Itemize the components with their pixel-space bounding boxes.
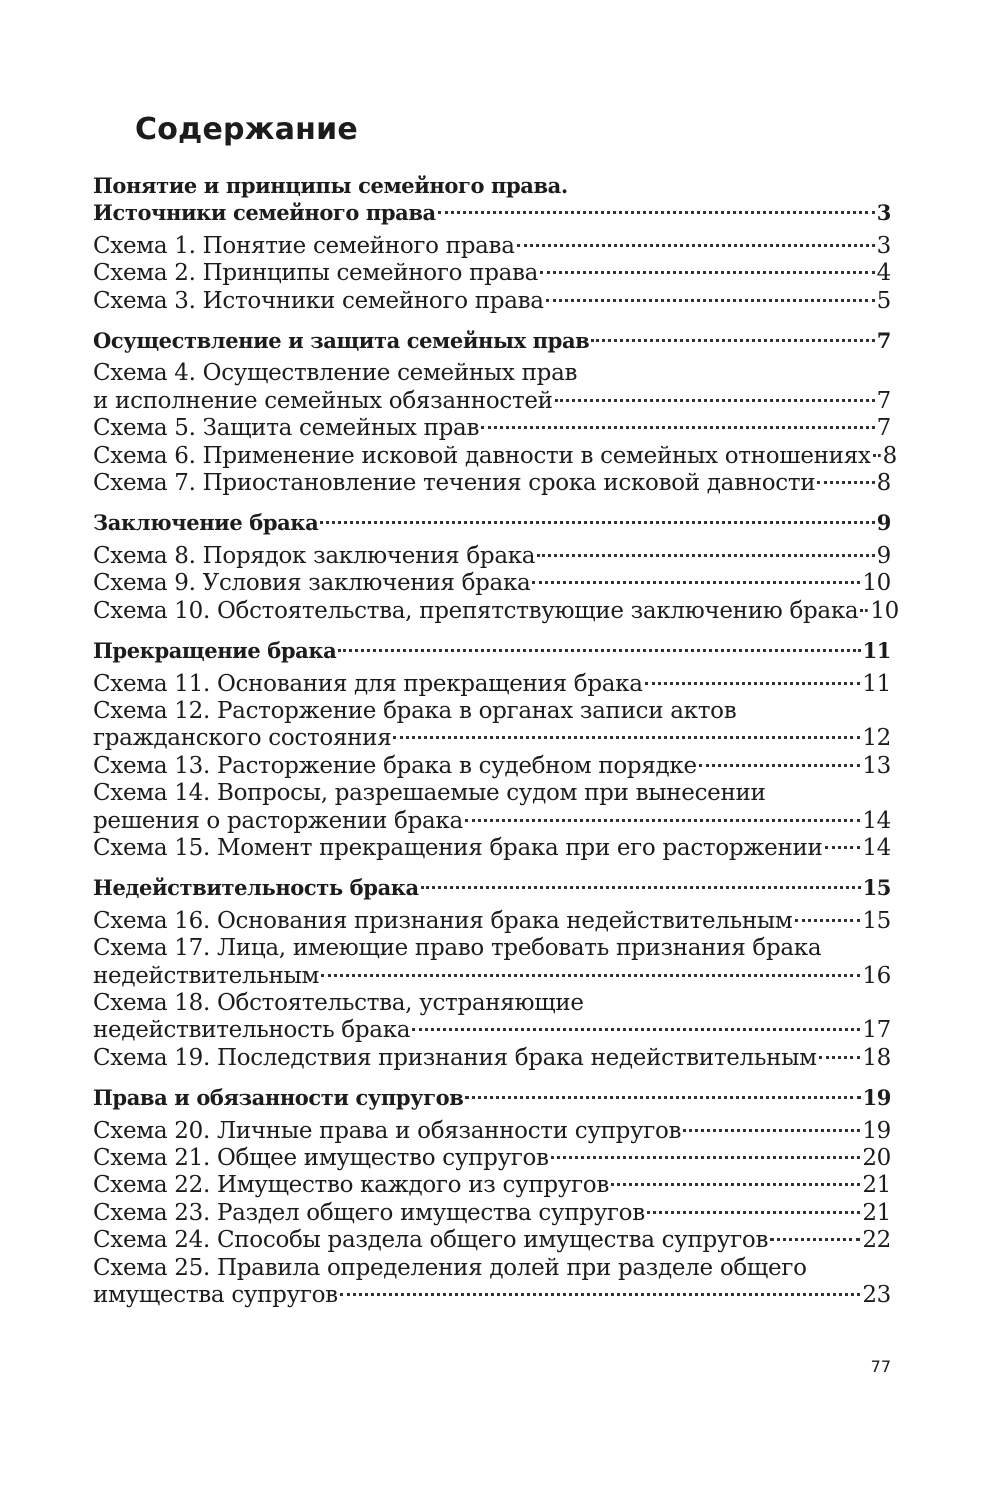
toc-entry-line-page: 10 [862,570,891,597]
section-heading-line[interactable] [93,172,891,199]
dot-leader [645,682,861,685]
toc-entry-line[interactable] [93,470,891,497]
toc-entry-line[interactable] [93,442,897,470]
section-heading-line-page: 19 [862,1085,891,1111]
toc-entry [93,1045,891,1072]
toc-entry-line-page: 14 [862,807,891,834]
toc-entry-line-page: 18 [862,1044,891,1071]
toc-entry-line[interactable] [93,1282,891,1309]
section-heading-line[interactable] [93,637,891,664]
toc-entry-line[interactable] [93,1118,891,1145]
toc-entry-line-text: Схема 3. Источники семейного права [93,287,544,314]
toc-entry-line[interactable] [93,698,891,725]
toc-entry-line[interactable] [93,1227,891,1254]
dot-leader [465,819,860,822]
dot-leader [860,609,868,612]
toc-entry-line[interactable] [93,780,891,807]
toc-section [93,1084,891,1309]
toc-entry-line[interactable] [93,671,891,698]
toc-entry-line[interactable] [93,360,891,387]
toc-entry [93,1227,891,1254]
dot-leader [546,299,875,302]
section-heading-line-text: Понятие и принципы семейного права. [93,173,568,198]
page-title: Содержание [135,112,358,147]
toc-entry [93,543,891,570]
toc-entry-line-text: Схема 14. Вопросы, разрешаемые судом при вынесении [93,780,766,807]
dot-leader [825,846,861,849]
toc-entry-line-page: 8 [876,470,891,497]
toc-entry-line-page: 13 [862,752,891,779]
dot-leader [465,1096,860,1099]
toc-entry-line-page: 15 [862,907,891,934]
dot-leader [591,339,874,342]
toc-entry-line[interactable] [93,835,891,862]
toc-entry-line-text: Схема 6. Применение исковой давности в семейных отношениях [93,442,871,469]
toc-entry [93,260,891,287]
toc-entry-line-page: 12 [862,725,891,752]
dot-leader [338,649,860,652]
toc-entry-line-text: решения о расторжении брака [93,807,463,834]
section-heading [93,509,891,536]
toc-entry-line-page: 14 [862,834,891,861]
section-heading-line-text: Заключение брака [93,510,319,536]
toc-entry-line-text: Схема 18. Обстоятельства, устраняющие [93,989,584,1016]
section-heading-line-page: 7 [876,328,891,354]
toc-entry [93,415,891,442]
toc-entry-line-text: недействительным [93,962,320,989]
section-heading-line-page: 11 [862,638,891,664]
toc-section [93,172,891,315]
toc-entry-line[interactable] [93,808,891,835]
toc-entry-line-page: 9 [876,542,891,569]
toc-entry-line[interactable] [93,597,899,625]
toc-entry-line-text: Схема 16. Основания признания брака недействительным [93,907,793,934]
dot-leader [770,1238,860,1241]
toc-entry-line-page: 19 [862,1117,891,1144]
toc-entry-line-text: Схема 4. Осуществление семейных прав [93,360,578,387]
toc-entry-line-page: 7 [876,415,891,442]
toc-entry [93,1145,891,1172]
dot-leader [611,1183,860,1186]
toc-section [93,327,897,497]
section-heading-line-text: Недействительность брака [93,875,419,901]
toc-entry [93,470,891,497]
toc-entry [93,442,897,470]
toc-entry-line-text: Схема 17. Лица, имеющие право требовать признания брака [93,935,822,962]
dot-leader [555,399,875,402]
section-heading [93,874,891,901]
toc-entry-line[interactable] [93,990,891,1017]
section-heading-line-text: Источники семейного права [93,200,436,226]
toc-entry-line-page: 23 [862,1282,891,1309]
toc-entry [93,233,891,260]
dot-leader [699,764,861,767]
dot-leader [537,554,874,557]
toc-entry-line-page: 8 [882,442,897,469]
toc-entry-line[interactable] [93,1045,891,1072]
toc-entry-line[interactable] [93,415,891,442]
toc-entry-line[interactable] [93,1145,891,1172]
dot-leader [819,1056,861,1059]
toc-entry-line-page: 21 [862,1199,891,1226]
toc-entry-line-text: Схема 21. Общее имущество супругов [93,1145,549,1171]
toc-entry-line-page: 5 [876,287,891,314]
section-heading [93,327,891,354]
toc-entry-line-page: 10 [870,597,899,624]
dot-leader [421,886,861,889]
toc-entry-line[interactable] [93,753,891,780]
toc-entry-line-text: Схема 2. Принципы семейного права [93,260,539,287]
dot-leader [481,426,875,429]
dot-leader [321,974,860,977]
toc-section [93,874,891,1072]
section-heading-line-text: Осуществление и защита семейных прав [93,328,590,354]
toc-entry-line-text: Схема 22. Имущество каждого из супругов [93,1172,609,1199]
toc-entry [93,1118,891,1145]
section-heading [93,1084,891,1111]
toc-entry [93,908,891,935]
dot-leader [532,581,860,584]
section-heading-line-page: 9 [876,510,891,536]
section-heading-line-page: 15 [862,875,891,901]
dot-leader [393,736,860,739]
toc-entry-line-page: 22 [862,1227,891,1254]
toc-entry [93,990,891,1045]
toc-entry-line[interactable] [93,1200,891,1227]
toc-entry-line-page: 17 [862,1017,891,1044]
dot-leader [340,1293,861,1296]
section-heading-line[interactable] [93,1084,891,1111]
toc-entry [93,753,891,780]
dot-leader [873,454,881,457]
toc-entry-line[interactable] [93,963,891,990]
toc-entry-line-text: Схема 12. Расторжение брака в органах записи актов [93,697,737,724]
toc-entry [93,780,891,835]
toc-entry-line-text: Схема 24. Способы раздела общего имущества супругов [93,1227,769,1254]
section-heading [93,172,891,227]
toc-entry [93,570,891,597]
toc-entry-line-page: 7 [876,387,891,414]
toc-entry-line-text: Схема 10. Обстоятельства, препятствующие заключению брака [93,597,859,624]
toc-entry-line[interactable] [93,1172,891,1199]
section-heading [93,637,891,664]
toc-entry-line-page: 21 [862,1172,891,1199]
dot-leader [795,919,861,922]
dot-leader [517,244,875,247]
toc-entry-line-page: 20 [862,1145,891,1171]
dot-leader [817,481,874,484]
toc-entry-line[interactable] [93,288,891,315]
toc-entry-line[interactable] [93,260,891,287]
table-of-contents [93,172,899,1321]
toc-section [93,509,899,625]
toc-entry-line-text: Схема 11. Основания для прекращения брака [93,670,643,697]
toc-entry-line[interactable] [93,725,891,752]
section-heading-line[interactable] [93,874,891,901]
toc-entry [93,671,891,698]
toc-entry-line-text: Схема 20. Личные права и обязанности супругов [93,1117,682,1144]
section-heading-line-text: Права и обязанности супругов [93,1085,464,1111]
toc-entry-line-text: Схема 1. Понятие семейного права [93,232,515,259]
toc-entry-line-text: Схема 5. Защита семейных прав [93,415,480,442]
toc-entry [93,698,891,753]
toc-entry-line-text: Схема 25. Правила определения долей при разделе общего [93,1254,807,1281]
dot-leader [647,1211,860,1214]
section-heading-line[interactable] [93,327,891,354]
toc-entry [93,1200,891,1227]
toc-entry-line[interactable] [93,935,891,962]
section-heading-line[interactable] [93,199,891,226]
toc-entry-line-text: Схема 23. Раздел общего имущества супругов [93,1199,645,1226]
dot-leader [551,1156,861,1159]
toc-entry [93,1172,891,1199]
page-number: 77 [870,1357,891,1376]
toc-entry-line-text: недействительность брака [93,1017,411,1044]
toc-entry-line[interactable] [93,1255,891,1282]
toc-entry-line-text: имущества супругов [93,1282,338,1309]
toc-entry-line-text: Схема 9. Условия заключения брака [93,570,531,597]
section-heading-line[interactable] [93,509,891,536]
toc-entry [93,597,899,625]
toc-entry [93,1255,891,1310]
dot-leader [540,271,875,274]
dot-leader [438,211,875,214]
toc-entry [93,835,891,862]
toc-entry-line-page: 4 [876,260,891,287]
toc-entry [93,360,891,415]
toc-entry-line[interactable] [93,908,891,935]
toc-entry-line[interactable] [93,388,891,415]
toc-section [93,637,891,862]
section-heading-line-text: Прекращение брака [93,638,337,664]
toc-entry-line-text: Схема 19. Последствия признания брака недействительным [93,1044,817,1071]
toc-entry [93,935,891,990]
toc-entry-line-page: 16 [862,962,891,989]
toc-entry-line-text: и исполнение семейных обязанностей [93,387,553,414]
toc-entry-line[interactable] [93,1017,891,1044]
section-heading-line-page: 3 [876,200,891,226]
toc-entry-line-text: Схема 7. Приостановление течения срока исковой давности [93,470,816,497]
dot-leader [412,1028,860,1031]
dot-leader [320,521,875,524]
dot-leader [683,1129,860,1132]
toc-entry-line-text: гражданского состояния [93,725,392,752]
toc-entry-line[interactable] [93,570,891,597]
toc-entry-line-page: 11 [862,670,891,697]
toc-entry-line-text: Схема 15. Момент прекращения брака при его расторжении [93,834,823,861]
toc-entry-line-text: Схема 8. Порядок заключения брака [93,542,536,569]
toc-entry-line-page: 3 [876,232,891,259]
toc-entry-line[interactable] [93,543,891,570]
toc-entry [93,288,891,315]
toc-entry-line[interactable] [93,233,891,260]
toc-entry-line-text: Схема 13. Расторжение брака в судебном порядке [93,752,697,779]
